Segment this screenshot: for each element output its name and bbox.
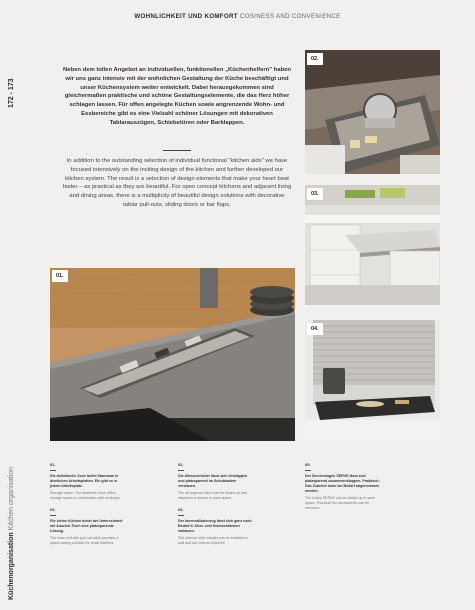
caption-dash	[50, 470, 56, 471]
caption-dash	[305, 470, 311, 471]
caption-04-german: Der Innenrollladenzug lässt sich ganz nach Bedarf in Ober- und Hochschränken einbauen.	[178, 519, 252, 533]
image-label-04: 04.	[307, 323, 323, 335]
caption-02-number: 02.	[178, 462, 184, 467]
photo-worktop	[50, 268, 295, 441]
caption-02	[178, 462, 253, 501]
side-title-wrap	[6, 466, 18, 600]
caption-05-english: The trolley SERVE can be folded up to save space. Practical: the accessories can be removed.	[305, 496, 376, 510]
intro-text-english: In addition to the outstanding selection of individual functional "kitchen aids" we have focused intensively on the inviting design of the kitchen and further developed our kitchen system. The result is a selection of design elements that make your heart beat faster – as practical as they are beautiful. For open concept kitchens and adjacent living and dining areas, there is a multiplicity of beautiful design solutions with decorative tablar pull-outs, sliding doors or bar flaps.	[62, 158, 292, 208]
caption-01-german: Die ästhetische Zone bietet Stauraum in dienlichen Arbeitsplatten. Ein gibt es in jedem Arbeitsplatz.	[50, 474, 119, 488]
caption-05-german: Der Servierwagen SERVE lässt sich platzsparend zusammenklappen. Praktisch: Das Zubehör kann bei Bedarf abgenommen werden.	[305, 474, 380, 493]
side-title-light: Kitchen organisation	[8, 466, 15, 531]
caption-04-number: 04.	[178, 507, 184, 512]
caption-03-german: Für kleine Küchen bietet der Unterschrank mit Auszieh-Tisch eine platzsparende Lösung.	[50, 519, 123, 533]
image-label-01: 01.	[52, 270, 68, 282]
caption-01-english: Storage option: The aesthetic zone offers storage space in combination with worktops.	[50, 491, 121, 500]
caption-02-german: Die Allesschneider lässt sich einklappen und platzsparend im Schubkasten verstauen.	[178, 474, 248, 488]
page-numbers: 172 - 173	[8, 78, 15, 108]
caption-04-english: The internal roller shutter can be installed in wall and tall units as required.	[178, 536, 248, 545]
caption-dash	[178, 470, 184, 471]
caption-dash	[178, 515, 184, 516]
caption-03-english: The base unit with pull-out table provides a space-saving solution for small kitchens.	[50, 536, 119, 545]
photo-slicer-drawer	[305, 50, 440, 174]
caption-03	[50, 507, 125, 546]
caption-column-2	[178, 462, 253, 552]
header-subtitle: COSINESS AND CONVENIENCE	[239, 13, 341, 20]
caption-04	[178, 507, 253, 546]
side-title	[8, 467, 15, 600]
image-label-02: 02.	[307, 53, 323, 65]
divider-rule	[163, 150, 191, 151]
caption-column-1	[50, 462, 125, 552]
caption-01	[50, 462, 125, 501]
caption-02-english: The all-purpose slicer can be folded up and stowed in a drawer to save space.	[178, 491, 247, 500]
image-label-03: 03.	[307, 188, 323, 200]
page-number-wrap	[6, 68, 18, 108]
caption-01-number: 01.	[50, 462, 56, 467]
caption-dash	[50, 515, 56, 516]
photo-roller-shutter	[305, 320, 440, 440]
caption-column-3	[305, 462, 383, 517]
side-title-bold: Küchenorganisation	[8, 532, 15, 600]
caption-05-number: 05.	[305, 462, 311, 467]
page-header	[0, 13, 475, 20]
header-title: WOHNLICHKEIT UND KOMFORT	[134, 13, 238, 20]
photo-pullout-table	[305, 185, 440, 305]
caption-05	[305, 462, 383, 511]
intro-text-german: Neben dem tollen Angebot an individuellen, funktionellen „Küchenhelfern" haben wir uns ganz intensiv mit der wohnlichen Gestaltung der Küche beschäftigt und unser Küchensystem weiter entwickelt. Dabei herausgekommen sind gleichermaßen praktische und schöne Gestaltungselemente, die das Herz höher schlagen lassen. Für offen angelegte Küchen sowie angrenzende Wohn- und Essbereiche gibt es eine Vielzahl schöner Lösungen mit dekorativen Tablarauszügen, Schiebetüren oder Barklappen.	[62, 67, 292, 126]
caption-03-number: 03.	[50, 507, 56, 512]
